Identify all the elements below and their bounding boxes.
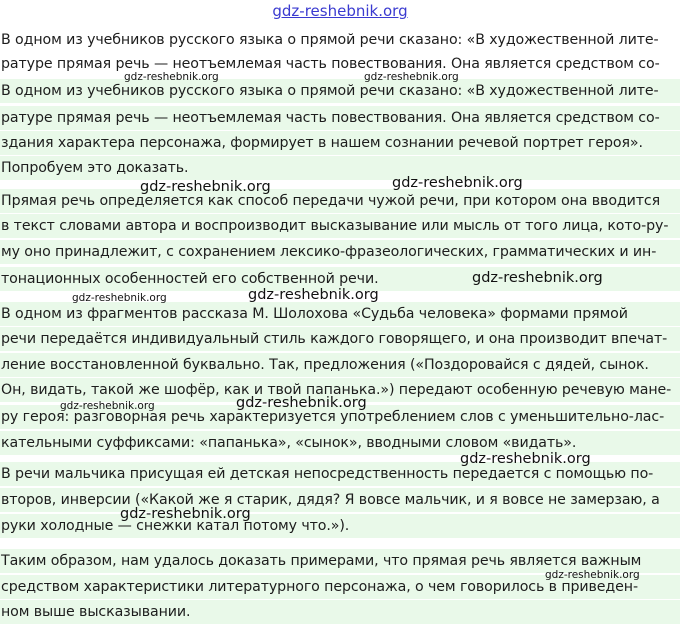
text-line: руки холодные — снежки катал потому что.»). — [0, 514, 680, 538]
text-line: второв, инверсии («Какой же я старик, дядя? Я вовсе мальчик, и я вовсе не замерзаю, а — [0, 488, 680, 512]
text-line: средством характеристики литературного персонажа, о чем говорилось в приведен- — [0, 575, 680, 599]
text-line: В одном из учебников русского языка о прямой речи сказано: «В художественной лите- — [0, 28, 680, 52]
watermark: gdz-reshebnik.org — [236, 395, 367, 411]
watermark: gdz-reshebnik.org — [392, 175, 523, 191]
watermark: gdz-reshebnik.org — [248, 287, 379, 303]
watermark: gdz-reshebnik.org — [364, 71, 459, 83]
site-header — [0, 0, 680, 28]
text-line: ратуре прямая речь — неотъемлемая часть повествования. Она является средством со- — [0, 52, 680, 76]
text-line: в текст словами автора и воспроизводит высказывание или мысль от того лица, кото-ру- — [0, 214, 680, 238]
watermark: gdz-reshebnik.org — [472, 270, 603, 286]
text-line: В одном из учебников русского языка о прямой речи сказано: «В художественной лите- — [0, 79, 680, 103]
text-line: ратуре прямая речь — неотъемлемая часть повествования. Она является средством со- — [0, 106, 680, 130]
text-line: му оно принадлежит, с сохранением лексико-фразеологических, грамматических и ин- — [0, 240, 680, 264]
text-line: В одном из фрагментов рассказа М. Шолохова «Судьба человека» формами прямой — [0, 302, 680, 326]
text-line: Попробуем это доказать. — [0, 156, 680, 180]
text-line: ру героя: разговорная речь характеризуется употреблением слов с уменьшительно-лас- — [0, 405, 680, 429]
watermark: gdz-reshebnik.org — [140, 179, 271, 195]
text-line: Прямая речь определяется как способ передачи чужой речи, при котором она вводится — [0, 189, 680, 213]
text-line: Он, видать, такой же шофёр, как и твой папанька.») передают особенную речевую мане- — [0, 378, 680, 402]
text-line: ление восстановленной буквально. Так, предложения («Поздоровайся с дядей, сынок. — [0, 353, 680, 377]
text-line: Таким образом, нам удалось доказать примерами, что прямая речь является важным — [0, 549, 680, 573]
text-line: тонационных особенностей его собственной речи. — [0, 267, 680, 291]
text-line: здания характера персонажа, формирует в нашем сознании речевой портрет героя». — [0, 131, 680, 155]
watermark: gdz-reshebnik.org — [72, 292, 167, 304]
watermark: gdz-reshebnik.org — [545, 569, 640, 581]
watermark: gdz-reshebnik.org — [460, 451, 591, 467]
site-title-link[interactable]: gdz-reshebnik.org — [272, 2, 408, 20]
watermark: gdz-reshebnik.org — [120, 506, 251, 522]
text-line: В речи мальчика присущая ей детская непосредственность передается с помощью по- — [0, 462, 680, 486]
watermark: gdz-reshebnik.org — [60, 400, 155, 412]
text-line: речи передаётся индивидуальный стиль каждого говорящего, и она производит впечат- — [0, 327, 680, 351]
text-line: ном выше высказывании. — [0, 600, 680, 624]
text-line: кательными суффиксами: «папанька», «сынок», вводными словом «видать». — [0, 431, 680, 455]
watermark: gdz-reshebnik.org — [124, 71, 219, 83]
